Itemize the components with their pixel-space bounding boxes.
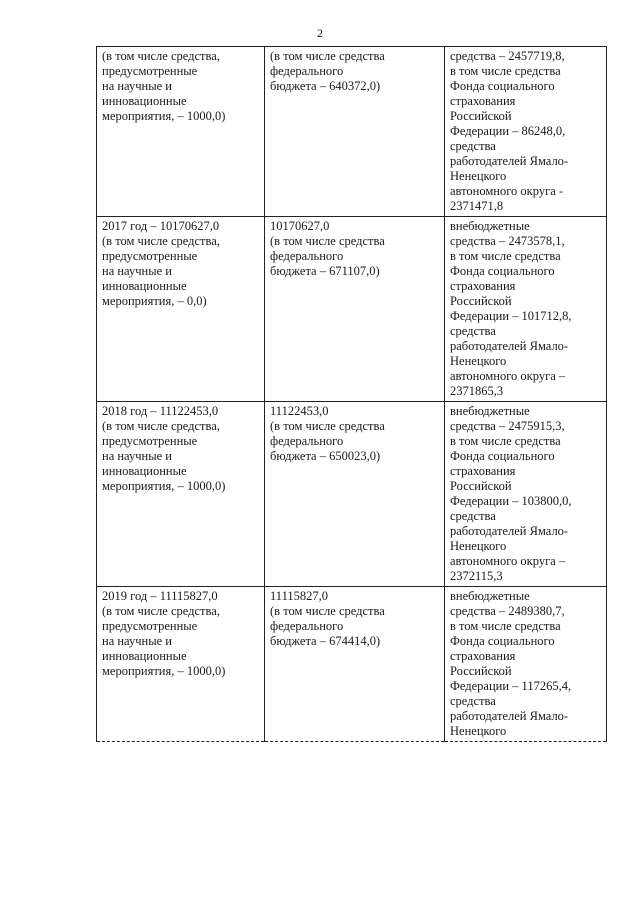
cell-text-line: в том числе средства [450, 249, 561, 263]
cell-text-line: бюджета – 671107,0) [270, 264, 380, 278]
cell-text-line: Федерации – 101712,8, [450, 309, 572, 323]
cell-text-line: внебюджетные [450, 219, 530, 233]
cell-text-line: мероприятия, – 0,0) [102, 294, 207, 308]
cell-text-line: Федерации – 103800,0, [450, 494, 572, 508]
federal-budget-cell [265, 47, 445, 217]
table-row [97, 587, 607, 742]
cell-text-line: Ненецкого [450, 724, 507, 738]
cell-text-line: Российской [450, 294, 512, 308]
table-body [97, 47, 607, 742]
cell-text-line: (в том числе средства [270, 49, 385, 63]
cell-text-line: средства – 2475915,3, [450, 419, 565, 433]
table-row [97, 47, 607, 217]
cell-text-line: 2018 год – 11122453,0 [102, 404, 219, 418]
year-total-cell [97, 402, 265, 587]
cell-text-line: (в том числе средства [270, 234, 385, 248]
cell-text-line: внебюджетные [450, 404, 530, 418]
cell-text-line: работодателей Ямало- [450, 339, 569, 353]
cell-text-line: средства [450, 509, 496, 523]
cell-text-line: работодателей Ямало- [450, 154, 569, 168]
cell-text-line: работодателей Ямало- [450, 524, 569, 538]
cell-text-line: страхования [450, 649, 516, 663]
cell-text-line: (в том числе средства, [102, 604, 220, 618]
cell-text-line: страхования [450, 464, 516, 478]
federal-budget-cell [265, 587, 445, 742]
cell-text-line: средства – 2457719,8, [450, 49, 565, 63]
cell-text-line: на научные и [102, 449, 172, 463]
table-row [97, 217, 607, 402]
cell-text-line: бюджета – 674414,0) [270, 634, 381, 648]
cell-text-line: мероприятия, – 1000,0) [102, 109, 226, 123]
cell-text-line: предусмотренные [102, 434, 198, 448]
cell-text-line: внебюджетные [450, 589, 530, 603]
cell-text-line: Ненецкого [450, 354, 507, 368]
cell-text-line: в том числе средства [450, 434, 561, 448]
cell-text-line: (в том числе средства, [102, 234, 220, 248]
cell-text-line: 2371471,8 [450, 199, 504, 213]
cell-text-line: инновационные [102, 94, 187, 108]
funding-table [96, 46, 607, 742]
cell-text-line: (в том числе средства, [102, 419, 220, 433]
cell-text-line: средства – 2489380,7, [450, 604, 565, 618]
cell-text-line: Федерации – 86248,0, [450, 124, 566, 138]
year-total-cell [97, 47, 265, 217]
cell-text-line: на научные и [102, 79, 172, 93]
cell-text-line: федерального [270, 619, 344, 633]
cell-text-line: Фонда социального [450, 79, 555, 93]
cell-text-line: Российской [450, 479, 512, 493]
cell-text-line: в том числе средства [450, 64, 561, 78]
extrabudgetary-cell [445, 402, 607, 587]
cell-text-line: на научные и [102, 634, 172, 648]
cell-text-line: Ненецкого [450, 169, 507, 183]
cell-text-line: федерального [270, 249, 344, 263]
cell-text-line: инновационные [102, 279, 187, 293]
cell-text-line: автономного округа - [450, 184, 564, 198]
cell-text-line: федерального [270, 64, 344, 78]
cell-text-line: Федерации – 117265,4, [450, 679, 572, 693]
cell-text-line: Ненецкого [450, 539, 507, 553]
cell-text-line: работодателей Ямало- [450, 709, 569, 723]
cell-text-line: 11122453,0 [270, 404, 329, 418]
federal-budget-cell [265, 217, 445, 402]
cell-text-line: 2372115,3 [450, 569, 503, 583]
page-number: 2 [317, 26, 323, 40]
cell-text-line: 2019 год – 11115827,0 [102, 589, 218, 603]
federal-budget-cell [265, 402, 445, 587]
cell-text-line: бюджета – 650023,0) [270, 449, 381, 463]
extrabudgetary-cell [445, 47, 607, 217]
cell-text-line: средства [450, 694, 496, 708]
cell-text-line: мероприятия, – 1000,0) [102, 479, 226, 493]
cell-text-line: средства [450, 139, 496, 153]
cell-text-line: 11115827,0 [270, 589, 328, 603]
cell-text-line: Фонда социального [450, 449, 555, 463]
cell-text-line: 2017 год – 10170627,0 [102, 219, 220, 233]
cell-text-line: федерального [270, 434, 344, 448]
cell-text-line: предусмотренные [102, 249, 198, 263]
cell-text-line: предусмотренные [102, 64, 198, 78]
cell-text-line: инновационные [102, 464, 187, 478]
cell-text-line: средства – 2473578,1, [450, 234, 565, 248]
cell-text-line: в том числе средства [450, 619, 561, 633]
cell-text-line: 2371865,3 [450, 384, 504, 398]
year-total-cell [97, 217, 265, 402]
cell-text-line: автономного округа – [450, 369, 566, 383]
cell-text-line: предусмотренные [102, 619, 198, 633]
cell-text-line: 10170627,0 [270, 219, 330, 233]
cell-text-line: страхования [450, 279, 516, 293]
cell-text-line: мероприятия, – 1000,0) [102, 664, 226, 678]
cell-text-line: автономного округа – [450, 554, 566, 568]
cell-text-line: (в том числе средства, [102, 49, 220, 63]
cell-text-line: средства [450, 324, 496, 338]
cell-text-line: на научные и [102, 264, 172, 278]
extrabudgetary-cell [445, 587, 607, 742]
cell-text-line: Фонда социального [450, 634, 555, 648]
cell-text-line: страхования [450, 94, 516, 108]
table-row [97, 402, 607, 587]
cell-text-line: Российской [450, 109, 512, 123]
cell-text-line: Фонда социального [450, 264, 555, 278]
cell-text-line: бюджета – 640372,0) [270, 79, 381, 93]
year-total-cell [97, 587, 265, 742]
cell-text-line: инновационные [102, 649, 187, 663]
cell-text-line: (в том числе средства [270, 419, 385, 433]
extrabudgetary-cell [445, 217, 607, 402]
cell-text-line: Российской [450, 664, 512, 678]
cell-text-line: (в том числе средства [270, 604, 385, 618]
